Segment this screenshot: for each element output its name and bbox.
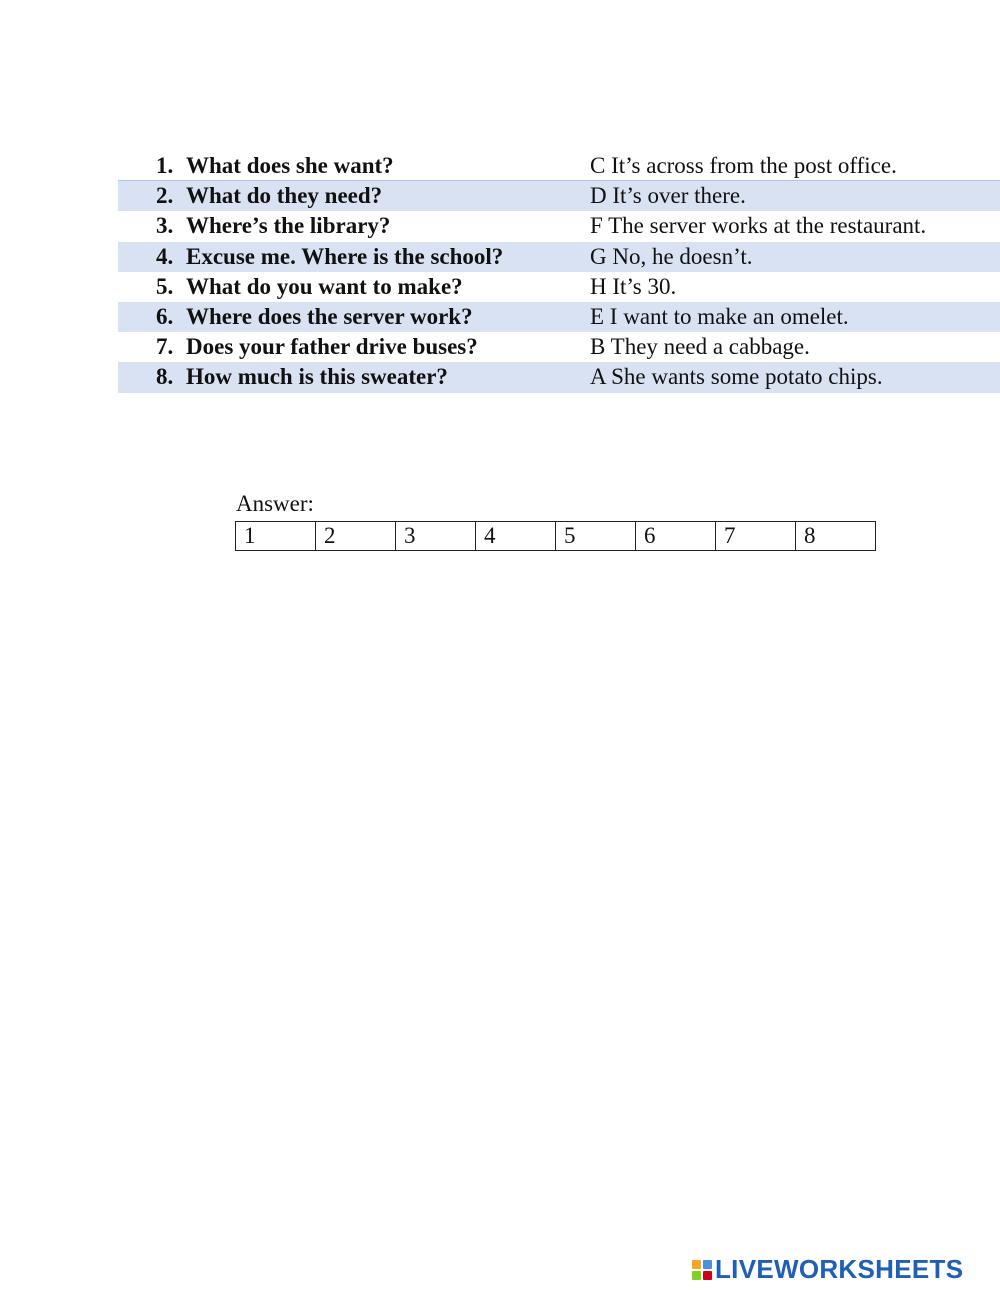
- answer-cell-2[interactable]: 2: [316, 522, 396, 551]
- answer-text: G No, he doesn’t.: [590, 243, 753, 269]
- answer-cell-6[interactable]: 6: [636, 522, 716, 551]
- question-text: Where does the server work?: [186, 304, 473, 330]
- table-row: [118, 302, 1000, 332]
- answer-cell-8[interactable]: 8: [796, 522, 876, 551]
- answer-grid-row: [236, 522, 876, 551]
- answer-cell-3[interactable]: 3: [396, 522, 476, 551]
- question-text: Does your father drive buses?: [186, 334, 478, 360]
- answer-grid: [235, 521, 876, 551]
- question-number: 1.: [156, 152, 174, 178]
- answer-label: Answer:: [236, 491, 314, 516]
- answer-text: H It’s 30.: [590, 273, 677, 299]
- question-text: How much is this sweater?: [186, 364, 448, 390]
- question-text: What do you want to make?: [186, 273, 463, 299]
- question-number: 3.: [156, 213, 174, 239]
- matching-table: [118, 151, 1000, 393]
- table-row: [118, 151, 1000, 181]
- answer-cell-4[interactable]: 4: [476, 522, 556, 551]
- answer-cell-5[interactable]: 5: [556, 522, 636, 551]
- liveworksheets-logo: [692, 1254, 963, 1285]
- answer-text: C It’s across from the post office.: [590, 152, 897, 178]
- answer-text: E I want to make an omelet.: [590, 304, 849, 330]
- question-text: What does she want?: [186, 152, 394, 178]
- question-number: 4.: [156, 243, 174, 269]
- table-row: [118, 272, 1000, 302]
- logo-mark-icon: [692, 1260, 712, 1280]
- answer-text: B They need a cabbage.: [590, 334, 810, 360]
- table-row: [118, 181, 1000, 211]
- answer-text: D It’s over there.: [590, 183, 746, 209]
- table-row: [118, 211, 1000, 241]
- question-number: 5.: [156, 273, 174, 299]
- question-number: 6.: [156, 304, 174, 330]
- question-number: 8.: [156, 364, 174, 390]
- answer-text: A She wants some potato chips.: [590, 364, 883, 390]
- question-text: Where’s the library?: [186, 213, 391, 239]
- question-number: 2.: [156, 183, 174, 209]
- question-number: 7.: [156, 334, 174, 360]
- answer-cell-1[interactable]: 1: [236, 522, 316, 551]
- answer-text: F The server works at the restaurant.: [590, 213, 927, 239]
- table-row: [118, 332, 1000, 362]
- question-text: What do they need?: [186, 183, 383, 209]
- logo-text: LIVEWORKSHEETS: [715, 1254, 964, 1284]
- table-row: [118, 362, 1000, 392]
- table-row: [118, 242, 1000, 272]
- answer-cell-7[interactable]: 7: [716, 522, 796, 551]
- question-text: Excuse me. Where is the school?: [186, 243, 504, 269]
